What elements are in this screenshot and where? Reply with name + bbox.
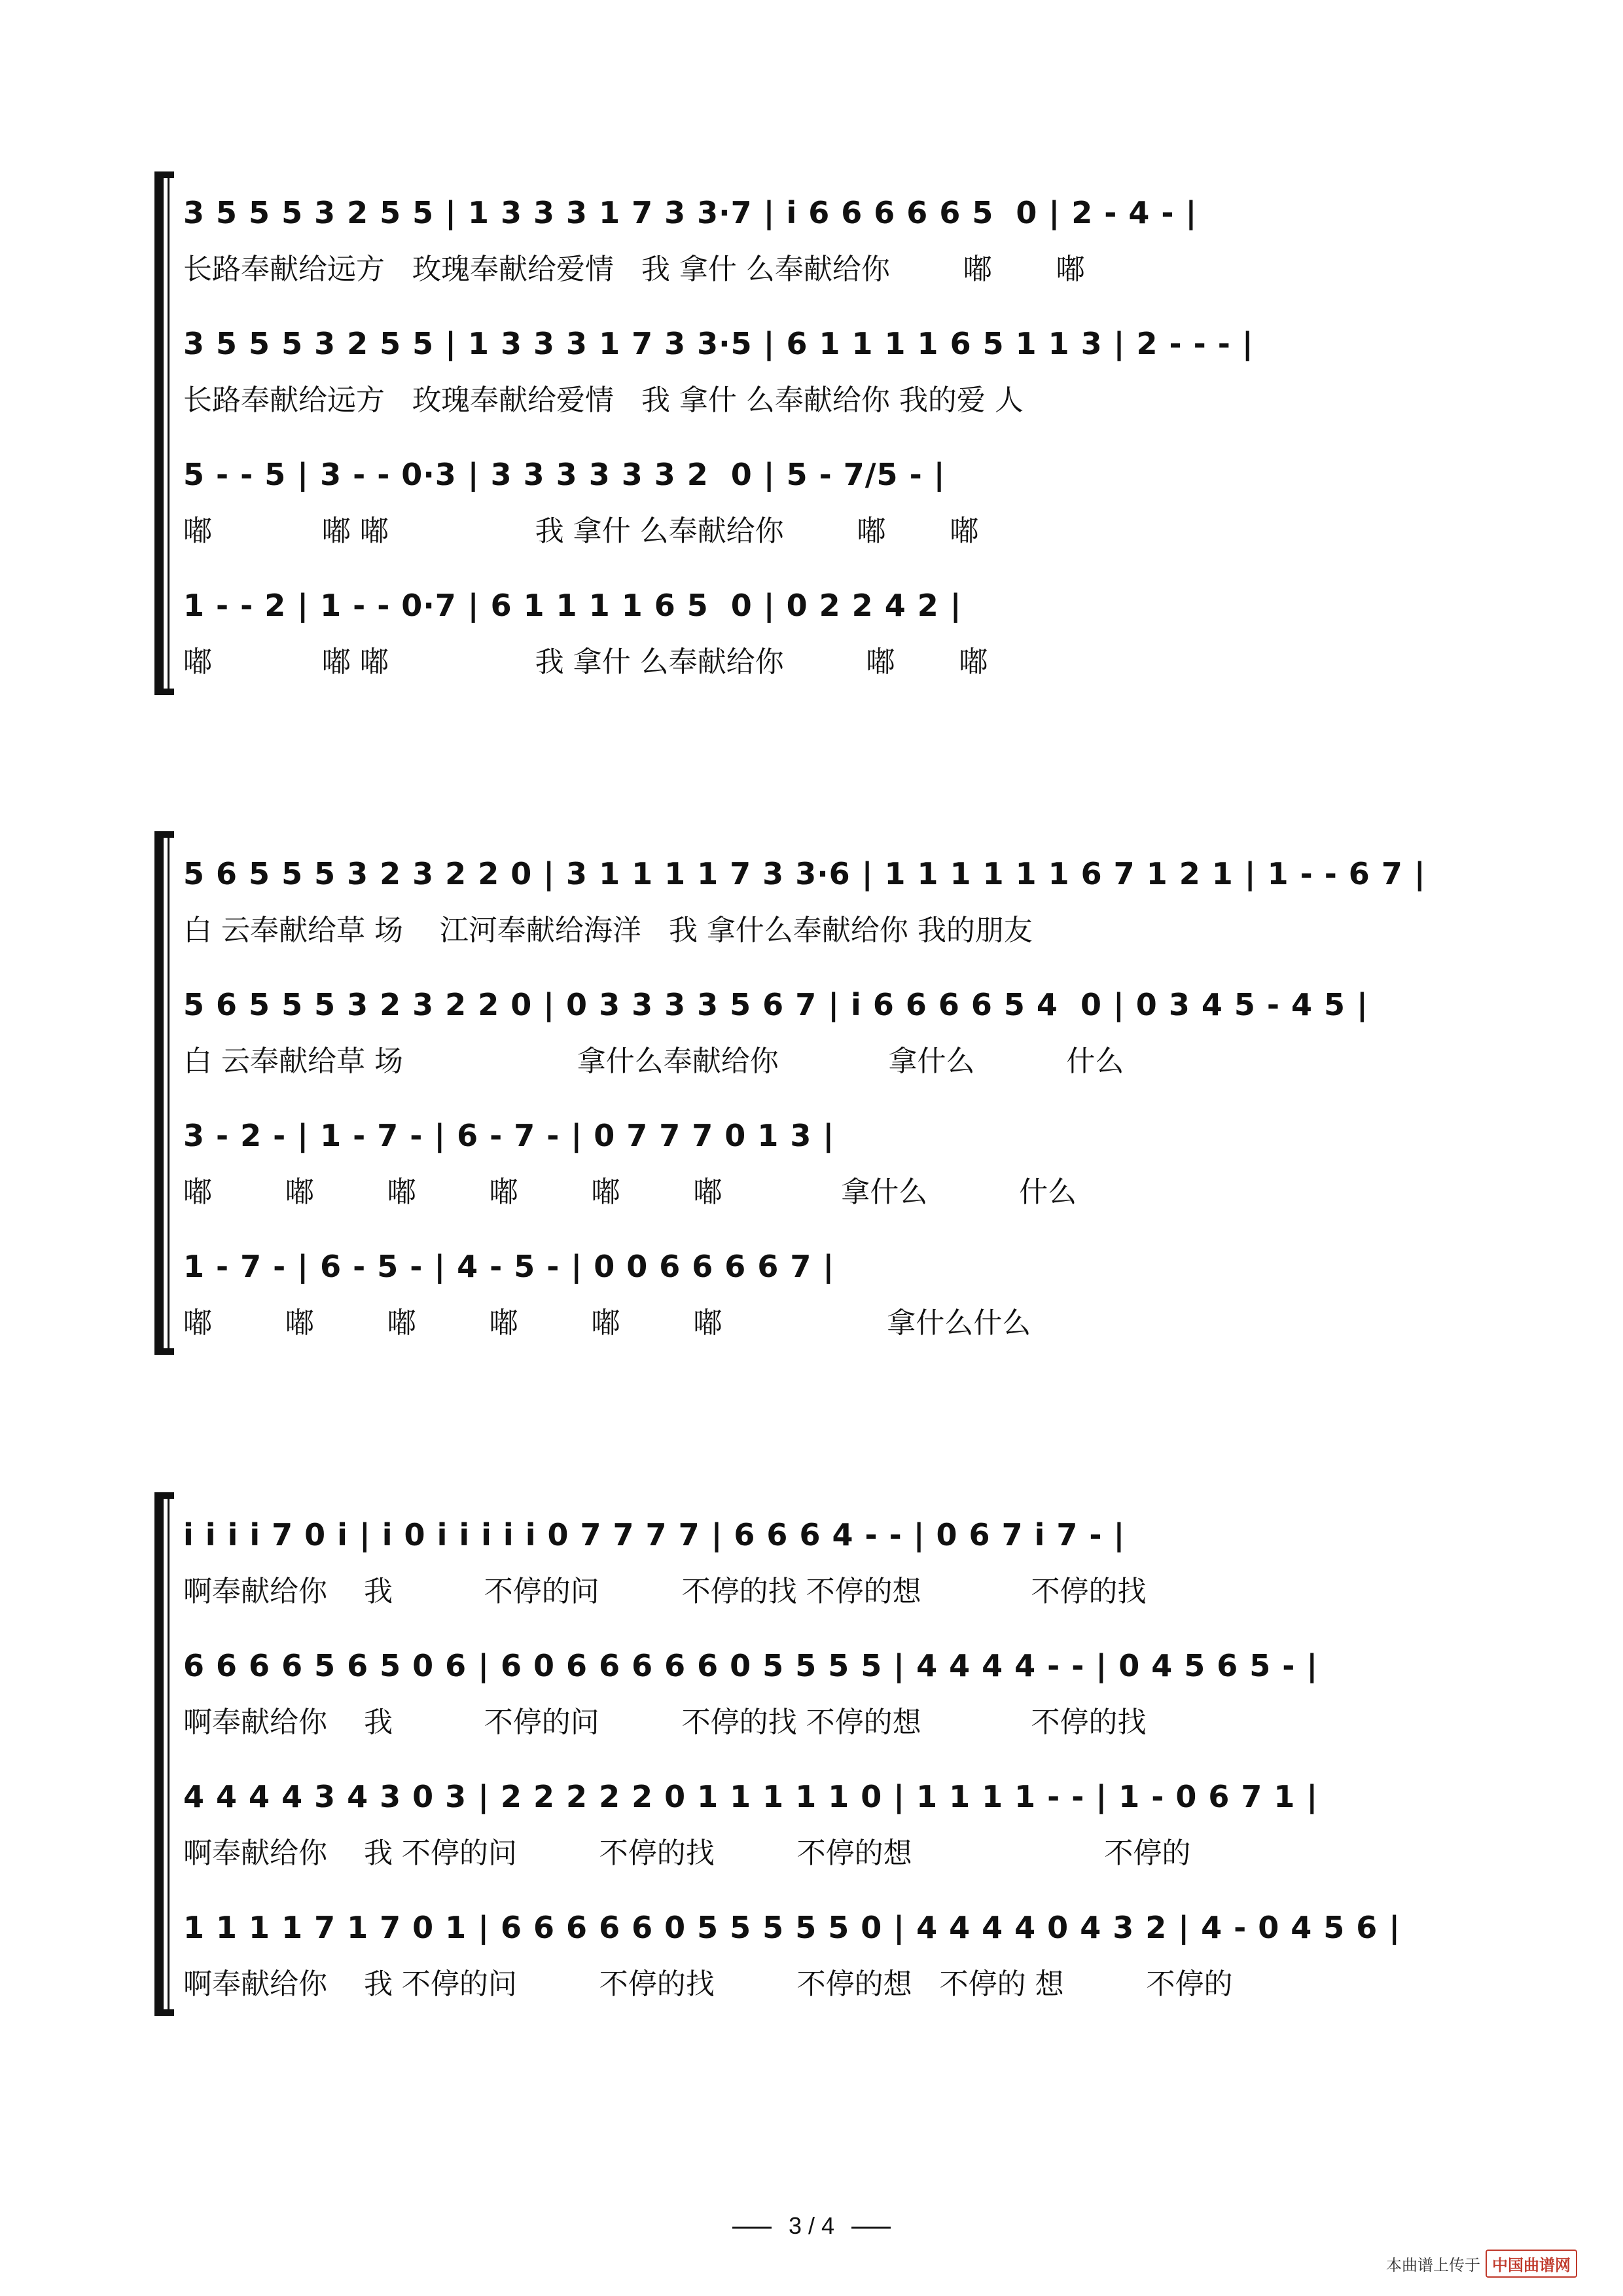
credit-text: 本曲谱上传于 [1386,2257,1480,2274]
staff-row [0,314,1623,445]
lyric-line: 啊奉献给你 我 不停的问 不停的找 不停的想 不停的 [183,1837,1191,1870]
lyric-line: 嘟 嘟 嘟 我 拿什 么奉献给你 嘟 嘟 [183,514,979,548]
staff-row [0,1898,1623,2029]
lyric-line: 嘟 嘟 嘟 嘟 嘟 嘟 拿什么 什么 [183,1175,1077,1209]
score-system-1 [0,157,1623,720]
footer-rule-right [851,2227,891,2229]
notation-line: 1 1 1 1 7 1 7 0 1 | 6 6 6 6 6 0 5 5 5 5 5 0 | 4 4 4 4 0 4 3 2 | 4 - 0 4 5 6 | [183,1910,1401,1945]
notation-line: 5 6 5 5 5 3 2 3 2 2 0 | 3 1 1 1 1 7 3 3·6 | 1 1 1 1 1 1 6 7 1 2 1 | 1 - - 6 7 | [183,856,1426,891]
staff-row [0,1636,1623,1767]
notation-line: 1 - - 2 | 1 - - 0·7 | 6 1 1 1 1 6 5 0 | 0 2 2 4 2 | [183,588,962,623]
notation-line: i i i i 7 0 i | i 0 i i i i i 0 7 7 7 7 | 6 6 6 4 - - | 0 6 7 i 7 - | [183,1517,1126,1552]
staff-row [0,844,1623,975]
staff-row [0,975,1623,1106]
notation-line: 6 6 6 6 5 6 5 0 6 | 6 0 6 6 6 6 6 0 5 5 5 5 | 4 4 4 4 - - | 0 4 5 6 5 - | [183,1648,1319,1683]
notation-line: 3 5 5 5 3 2 5 5 | 1 3 3 3 1 7 3 3·5 | 6 1 1 1 1 6 5 1 1 3 | 2 - - - | [183,326,1254,361]
lyric-line: 啊奉献给你 我 不停的问 不停的找 不停的想 不停的找 [183,1575,1147,1608]
staff-row [0,1106,1623,1237]
lyric-line: 啊奉献给你 我 不停的问 不停的找 不停的想 不停的找 [183,1706,1147,1739]
score-system-3 [0,1486,1623,2049]
upload-credit [1386,2250,1577,2278]
page-footer [0,2212,1623,2240]
notation-line: 1 - 7 - | 6 - 5 - | 4 - 5 - | 0 0 6 6 6 6 7 | [183,1249,835,1284]
lyric-line: 白 云奉献给草 场 江河奉献给海洋 我 拿什么奉献给你 我的朋友 [183,914,1033,947]
notation-line: 3 5 5 5 3 2 5 5 | 1 3 3 3 1 7 3 3·7 | i 6 6 6 6 6 5 0 | 2 - 4 - | [183,195,1198,230]
notation-line: 5 6 5 5 5 3 2 3 2 2 0 | 0 3 3 3 3 5 6 7 | i 6 6 6 6 5 4 0 | 0 3 4 5 - 4 5 | [183,987,1368,1022]
page-number: 3 / 4 [788,2212,835,2239]
lyric-line: 长路奉献给远方 玫瑰奉献给爱情 我 拿什 么奉献给你 嘟 嘟 [183,253,1085,286]
score-system-2 [0,825,1623,1388]
notation-line: 4 4 4 4 3 4 3 0 3 | 2 2 2 2 2 0 1 1 1 1 1 0 | 1 1 1 1 - - | 1 - 0 6 7 1 | [183,1779,1319,1814]
lyric-line: 啊奉献给你 我 不停的问 不停的找 不停的想 不停的 想 不停的 [183,1967,1233,2001]
staff-row [0,183,1623,314]
staff-row [0,1505,1623,1636]
staff-row [0,445,1623,576]
staff-row [0,1767,1623,1898]
notation-line: 5 - - 5 | 3 - - 0·3 | 3 3 3 3 3 3 2 0 | 5 - 7/5 - | [183,457,946,492]
lyric-line: 白 云奉献给草 场 拿什么奉献给你 拿什么 什么 [183,1045,1124,1078]
notation-line: 3 - 2 - | 1 - 7 - | 6 - 7 - | 0 7 7 7 0 1 3 | [183,1118,835,1153]
staff-row [0,576,1623,707]
lyric-line: 嘟 嘟 嘟 嘟 嘟 嘟 拿什么什么 [183,1306,1031,1340]
lyric-line: 嘟 嘟 嘟 我 拿什 么奉献给你 嘟 嘟 [183,645,988,679]
lyric-line: 长路奉献给远方 玫瑰奉献给爱情 我 拿什 么奉献给你 我的爱 人 [183,384,1024,417]
site-logo-icon: 中国曲谱网 [1486,2250,1577,2278]
staff-row [0,1237,1623,1368]
footer-rule-left [732,2227,772,2229]
